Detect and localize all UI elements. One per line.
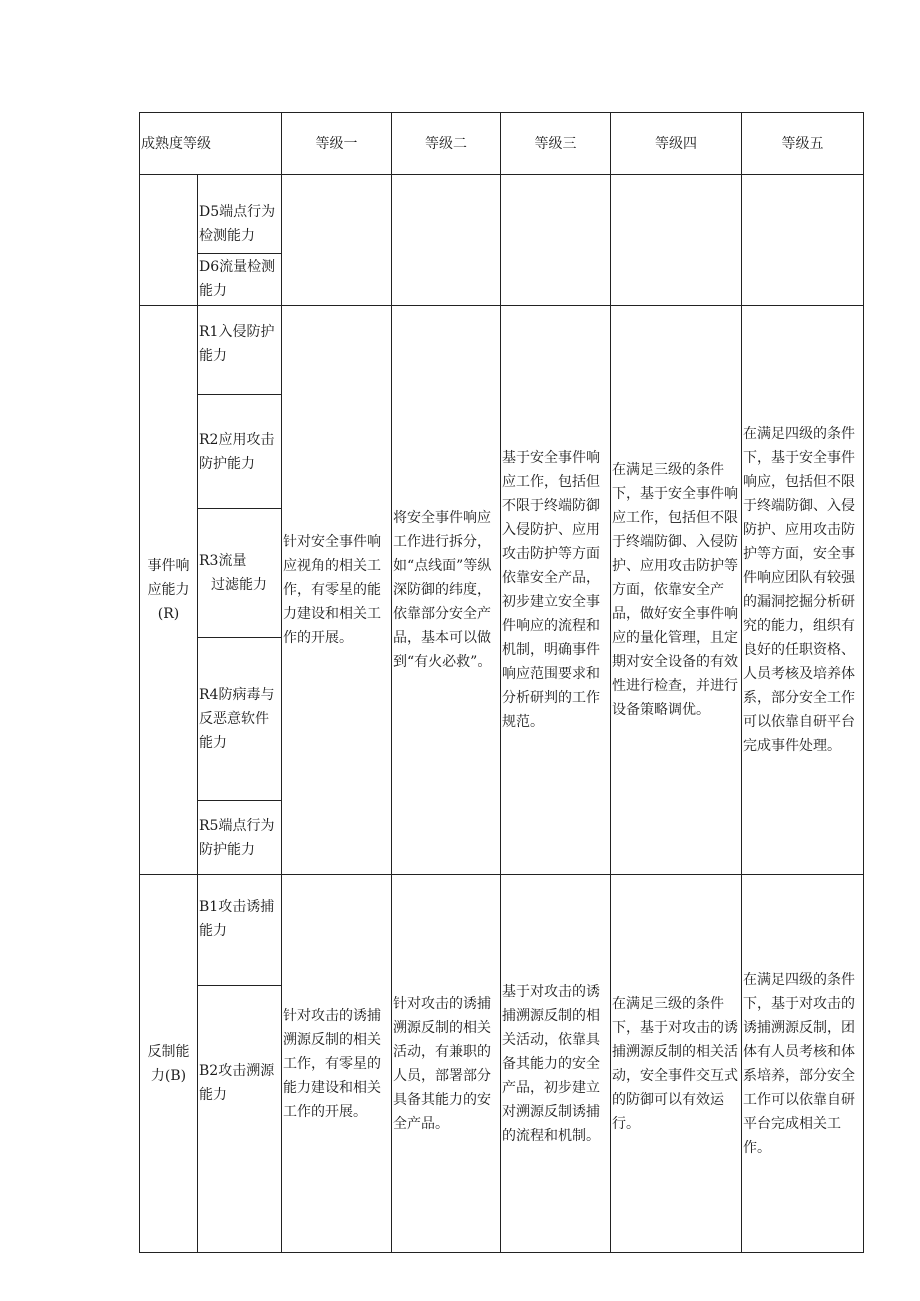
response-category: 事件响应能力(R) <box>140 306 198 875</box>
sub-capability-r5: R5端点行为防护能力 <box>198 801 282 875</box>
response-level-5: 在满足四级的条件下，基于安全事件响应，包括但不限于终端防御、入侵防护、应用攻击防护等方面，安全事件响应团队有较强的漏洞挖掘分析研究的能力，组织有良好的任职资格、人员考核及培养体系，部分安全工作可以依靠自研平台完成事件处理。 <box>742 306 864 875</box>
header-level-2: 等级二 <box>392 113 501 175</box>
detection-level-1 <box>282 175 392 306</box>
countermeasure-level-1: 针对攻击的诱捕溯源反制的相关工作，有零星的能力建设和相关工作的开展。 <box>282 875 392 1253</box>
response-level-1: 针对安全事件响应视角的相关工作，有零星的能力建设和相关工作的开展。 <box>282 306 392 875</box>
sub-capability-d6: D6流量检测能力 <box>198 254 282 306</box>
header-row <box>140 113 864 175</box>
header-level-4: 等级四 <box>611 113 742 175</box>
sub-capability-r3-line2: 过滤能力 <box>211 577 267 593</box>
table-row <box>140 306 864 395</box>
detection-level-5 <box>742 175 864 306</box>
detection-level-4 <box>611 175 742 306</box>
countermeasure-level-4: 在满足三级的条件下，基于对攻击的诱捕溯源反制的相关活动，安全事件交互式的防御可以有效运行。 <box>611 875 742 1253</box>
response-level-4: 在满足三级的条件下，基于安全事件响应工作，包括但不限于终端防御、入侵防护、应用攻击防护等方面，依靠安全产品，做好安全事件响应的量化管理，且定期对安全设备的有效性进行检查，并进行设备策略调优。 <box>611 306 742 875</box>
countermeasure-level-2: 针对攻击的诱捕溯源反制的相关活动，有兼职的人员，部署部分具备其能力的安全产品。 <box>392 875 501 1253</box>
header-level-5: 等级五 <box>742 113 864 175</box>
sub-capability-d5: D5端点行为检测能力 <box>198 175 282 254</box>
countermeasure-level-3: 基于对攻击的诱捕溯源反制的相关活动，依靠具备其能力的安全产品，初步建立对溯源反制诱捕的流程和机制。 <box>501 875 611 1253</box>
sub-capability-r3 <box>198 509 282 638</box>
sub-capability-b1: B1攻击诱捕能力 <box>198 875 282 986</box>
sub-capability-r2: R2应用攻击防护能力 <box>198 395 282 509</box>
maturity-level-table <box>139 112 864 1253</box>
header-level-3: 等级三 <box>501 113 611 175</box>
response-level-3: 基于安全事件响应工作，包括但不限于终端防御入侵防护、应用攻击防护等方面依靠安全产品，初步建立安全事件响应的流程和机制，明确事件响应范围要求和分析研判的工作规范。 <box>501 306 611 875</box>
sub-capability-r1: R1入侵防护能力 <box>198 306 282 395</box>
sub-capability-r4: R4防病毒与反恶意软件能力 <box>198 638 282 801</box>
sub-capability-r3-line1: R3流量 <box>199 553 247 569</box>
sub-capability-b2: B2攻击溯源能力 <box>198 986 282 1253</box>
header-level-1: 等级一 <box>282 113 392 175</box>
detection-level-3 <box>501 175 611 306</box>
countermeasure-level-5: 在满足四级的条件下，基于对攻击的诱捕溯源反制，团体有人员考核和体系培养，部分安全工作可以依靠自研平台完成相关工作。 <box>742 875 864 1253</box>
table-row <box>140 175 864 254</box>
table-row <box>140 875 864 986</box>
response-level-2: 将安全事件响应工作进行拆分，如“点线面”等纵深防御的纬度，依靠部分安全产品，基本可以做到“有火必救”。 <box>392 306 501 875</box>
header-maturity-level: 成熟度等级 <box>140 113 282 175</box>
detection-level-2 <box>392 175 501 306</box>
countermeasure-category: 反制能力(B) <box>140 875 198 1253</box>
detection-category-cell <box>140 175 198 306</box>
